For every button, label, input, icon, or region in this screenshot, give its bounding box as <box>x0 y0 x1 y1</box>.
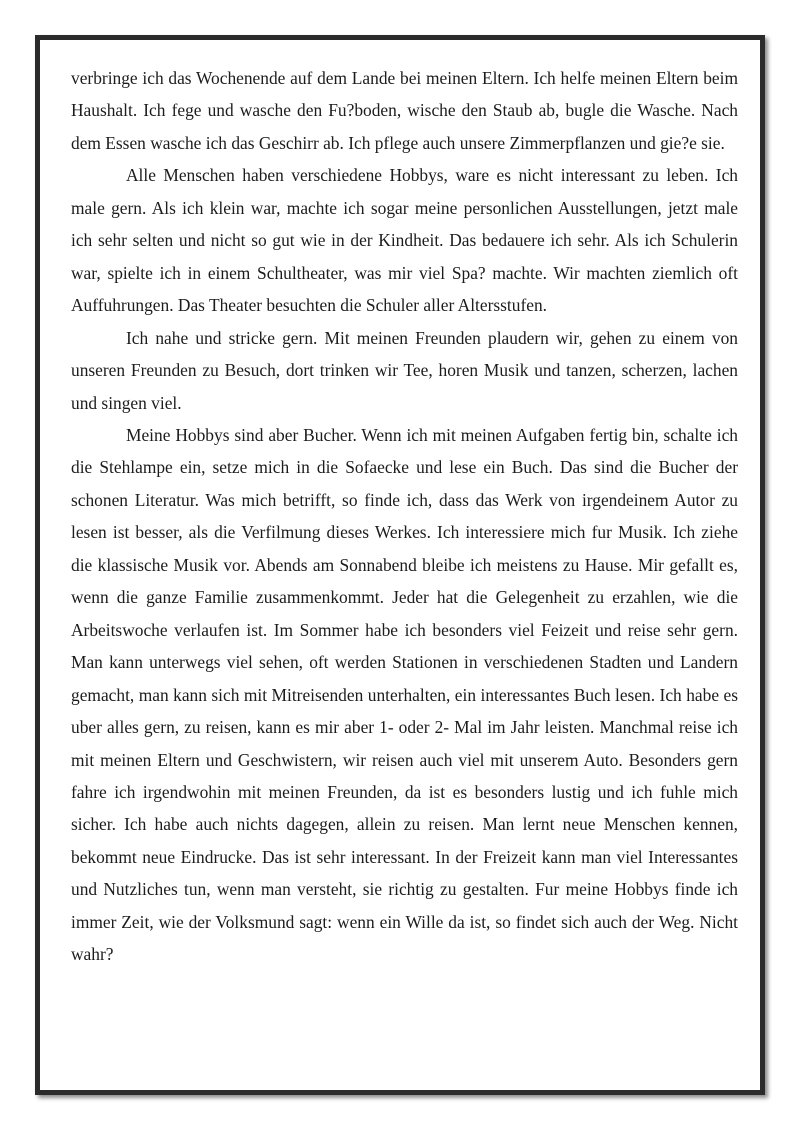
page-frame <box>35 35 765 1095</box>
paragraph-3: Ich nahe und stricke gern. Mit meinen Freunden plaudern wir, gehen zu einem von unseren Freunden zu Besuch, dort trinken wir Tee, horen Musik und tanzen, scherzen, lachen und singen viel. <box>71 327 738 413</box>
paragraph-1: verbringe ich das Wochenende auf dem Lande bei meinen Eltern. Ich helfe meinen Eltern beim Haushalt. Ich fege und wasche den Fu?boden, wische den Staub ab, bugle die Wasche. Nach dem Essen wasche ich das Geschirr ab. Ich pflege auch unsere Zimmerpflanzen und gie?e sie. <box>71 68 738 153</box>
document-body <box>71 62 738 971</box>
paragraph-2: Alle Menschen haben verschiedene Hobbys, ware es nicht interessant zu leben. Ich male gern. Als ich klein war, machte ich sogar meine personlichen Ausstellungen, jetzt male ich sehr selten und nicht so gut wie in der Kindheit. Das bedauere ich sehr. Als ich Schulerin war, spielte ich in einem Schultheater, was mir viel Spa? machte. Wir machten ziemlich oft Auffuhrungen. Das Theater besuchten die Schuler aller Altersstufen. <box>71 165 738 316</box>
paragraph-4: Meine Hobbys sind aber Bucher. Wenn ich mit meinen Aufgaben fertig bin, schalte ich die Stehlampe ein, setze mich in die Sofaecke und lese ein Buch. Das sind die Bucher der schonen Literatur. Was mich betrifft, so finde ich, dass das Werk von irgendeinem Autor zu lesen ist besser, als die Verfilmung dieses Werkes. Ich interessiere mich fur Musik. Ich ziehe die klassische Musik vor. Abends am Sonnabend bleibe ich meistens zu Hause. Mir gefallt es, wenn die ganze Familie zusammenkommt. Jeder hat die Gelegenheit zu erzahlen, wie die Arbeitswoche verlaufen ist. Im Sommer habe ich besonders viel Feizeit und reise sehr gern. Man kann unterwegs viel sehen, oft werden Stationen in verschiedenen Stadten und Landern gemacht, man kann sich mit Mitreisenden unterhalten, ein interessantes Buch lesen. Ich habe es uber alles gern, zu reisen, kann es mir aber 1- oder 2- Mal im Jahr leisten. Manchmal reise ich mit meinen Eltern und Geschwistern, wir reisen auch viel mit unserem Auto. Besonders gern fahre ich irgendwohin mit meinen Freunden, da ist es besonders lustig und ich fuhle mich sicher. Ich habe auch nichts dagegen, allein zu reisen. Man lernt neue Menschen kennen, bekommt neue Eindrucke. Das ist sehr interessant. In der Freizeit kann man viel Interessantes und Nutzliches tun, wenn man versteht, sie richtig zu gestalten. Fur meine Hobbys finde ich immer Zeit, wie der Volksmund sagt: wenn ein Wille da ist, so findet sich auch der Weg. Nicht wahr? <box>71 424 738 965</box>
